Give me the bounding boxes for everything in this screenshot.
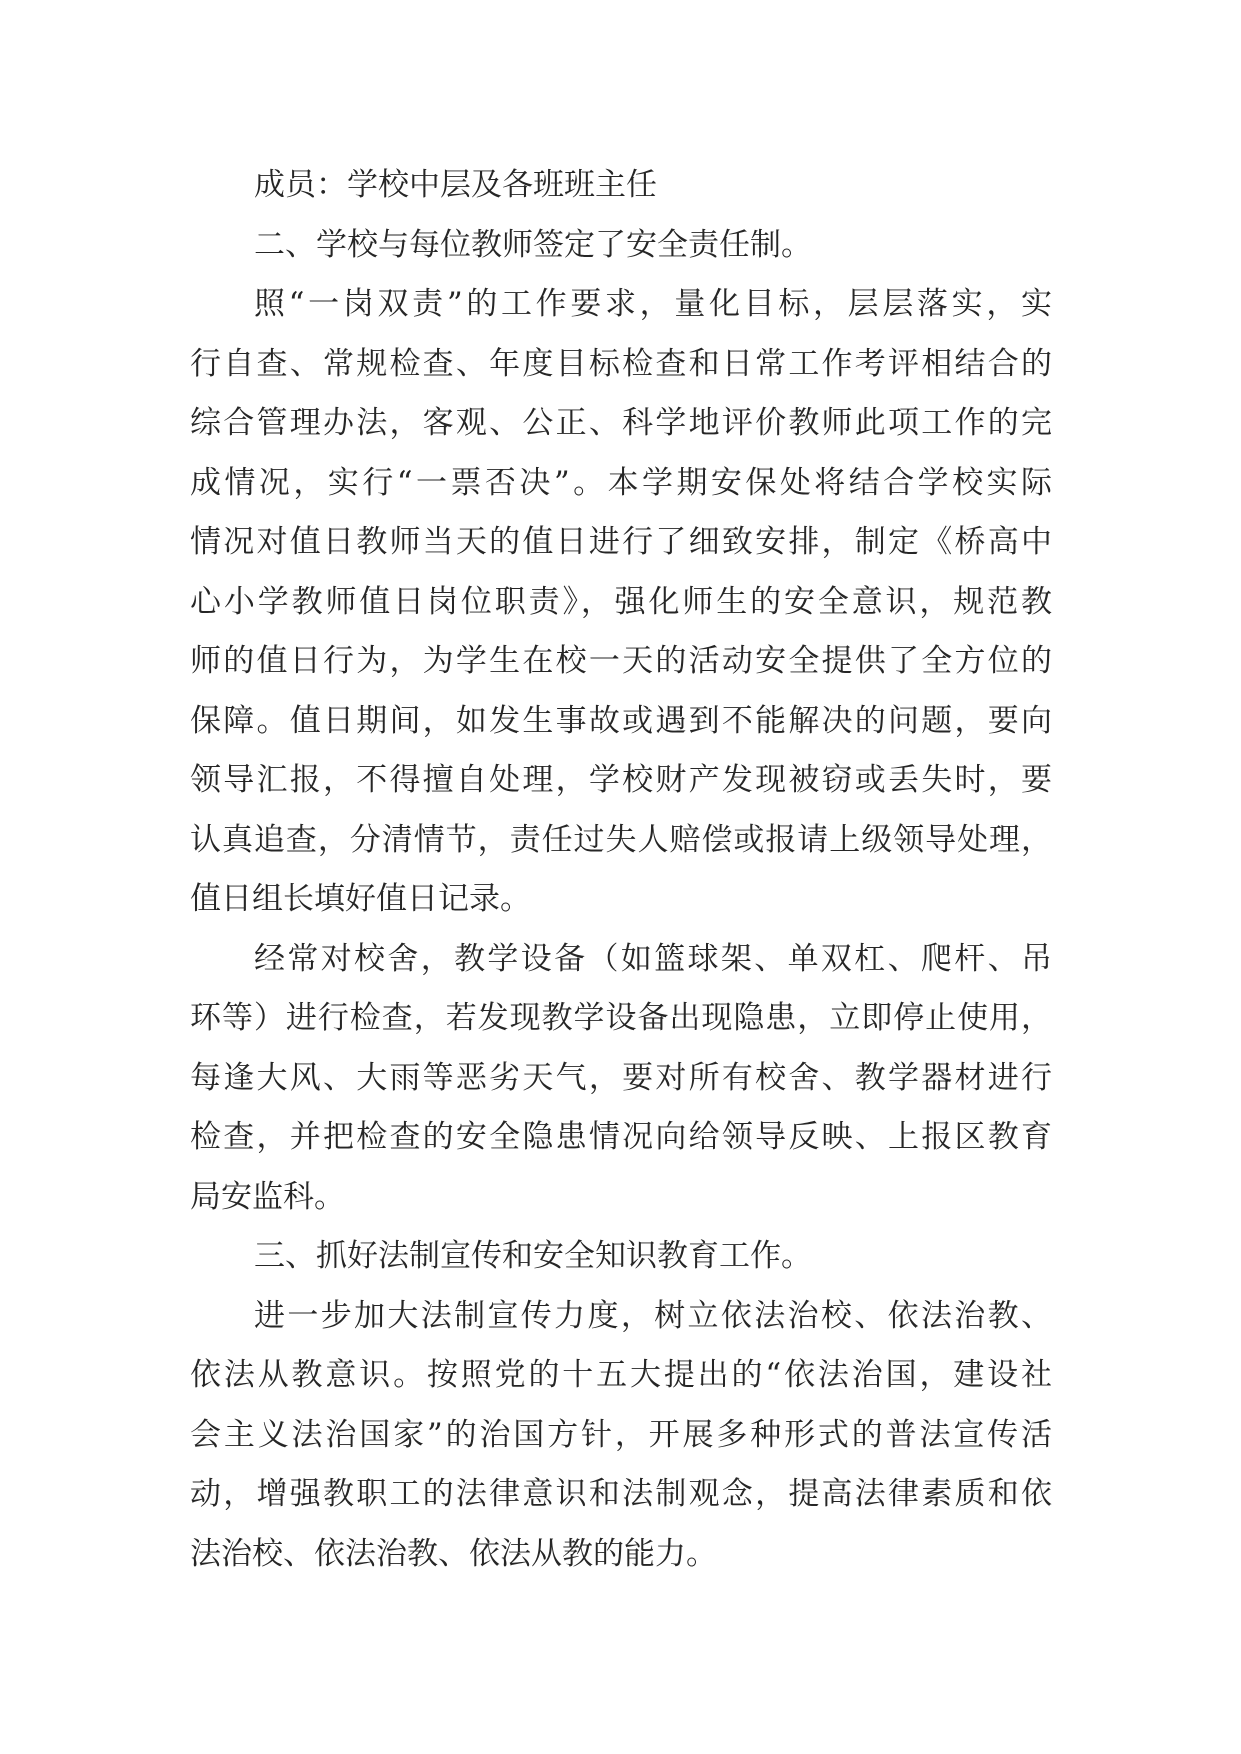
text-line: 心小学教师值日岗位职责》，强化师生的安全意识，规范教 — [190, 583, 1052, 620]
text-line: 每逢大风、大雨等恶劣天气，要对所有校舍、教学器材进行 — [190, 1059, 1052, 1096]
text-line: 依法从教意识。按照党的十五大提出的“依法治国，建设社 — [190, 1357, 1052, 1393]
text-line: 法治校、依法治教、依法从教的能力。 — [190, 1535, 717, 1572]
text-line: 成情况，实行“一票否决”。本学期安保处将结合学校实际 — [190, 464, 1052, 501]
text-line: 保障。值日期间，如发生事故或遇到不能解决的问题，要向 — [190, 702, 1052, 739]
text-line: 情况对值日教师当天的值日进行了细致安排，制定《桥高中 — [190, 524, 1052, 560]
document-body — [190, 156, 1052, 1584]
text-line: 领导汇报，不得擅自处理，学校财产发现被窃或丢失时，要 — [190, 762, 1052, 798]
text-line: 认真追查，分清情节，责任过失人赔偿或报请上级领导处理， — [190, 821, 1052, 858]
text-line: 动，增强教职工的法律意识和法制观念，提高法律素质和依 — [190, 1476, 1052, 1512]
text-line: 局安监科。 — [190, 1178, 345, 1215]
text-line: 环等）进行检查，若发现教学设备出现隐患，立即停止使用， — [190, 1000, 1052, 1036]
text-line: 二、学校与每位教师签定了安全责任制。 — [254, 226, 812, 263]
text-line: 检查，并把检查的安全隐患情况向给领导反映、上报区教育 — [190, 1119, 1052, 1155]
text-line: 值日组长填好值日记录。 — [190, 881, 531, 917]
text-line: 照“一岗双责”的工作要求，量化目标，层层落实，实 — [254, 286, 1052, 322]
text-line: 进一步加大法制宣传力度，树立依法治校、依法治教、 — [254, 1297, 1052, 1334]
text-line: 综合管理办法，客观、公正、科学地评价教师此项工作的完 — [190, 405, 1052, 441]
text-line: 行自查、常规检查、年度目标检查和日常工作考评相结合的 — [190, 345, 1052, 382]
text-line: 三、抓好法制宣传和安全知识教育工作。 — [254, 1238, 812, 1274]
text-line: 经常对校舍，教学设备（如篮球架、单双杠、爬杆、吊 — [254, 940, 1052, 977]
text-line: 师的值日行为，为学生在校一天的活动安全提供了全方位的 — [190, 643, 1052, 679]
text-line: 成员：学校中层及各班班主任 — [254, 167, 657, 203]
text-line: 会主义法治国家”的治国方针，开展多种形式的普法宣传活 — [190, 1416, 1052, 1453]
